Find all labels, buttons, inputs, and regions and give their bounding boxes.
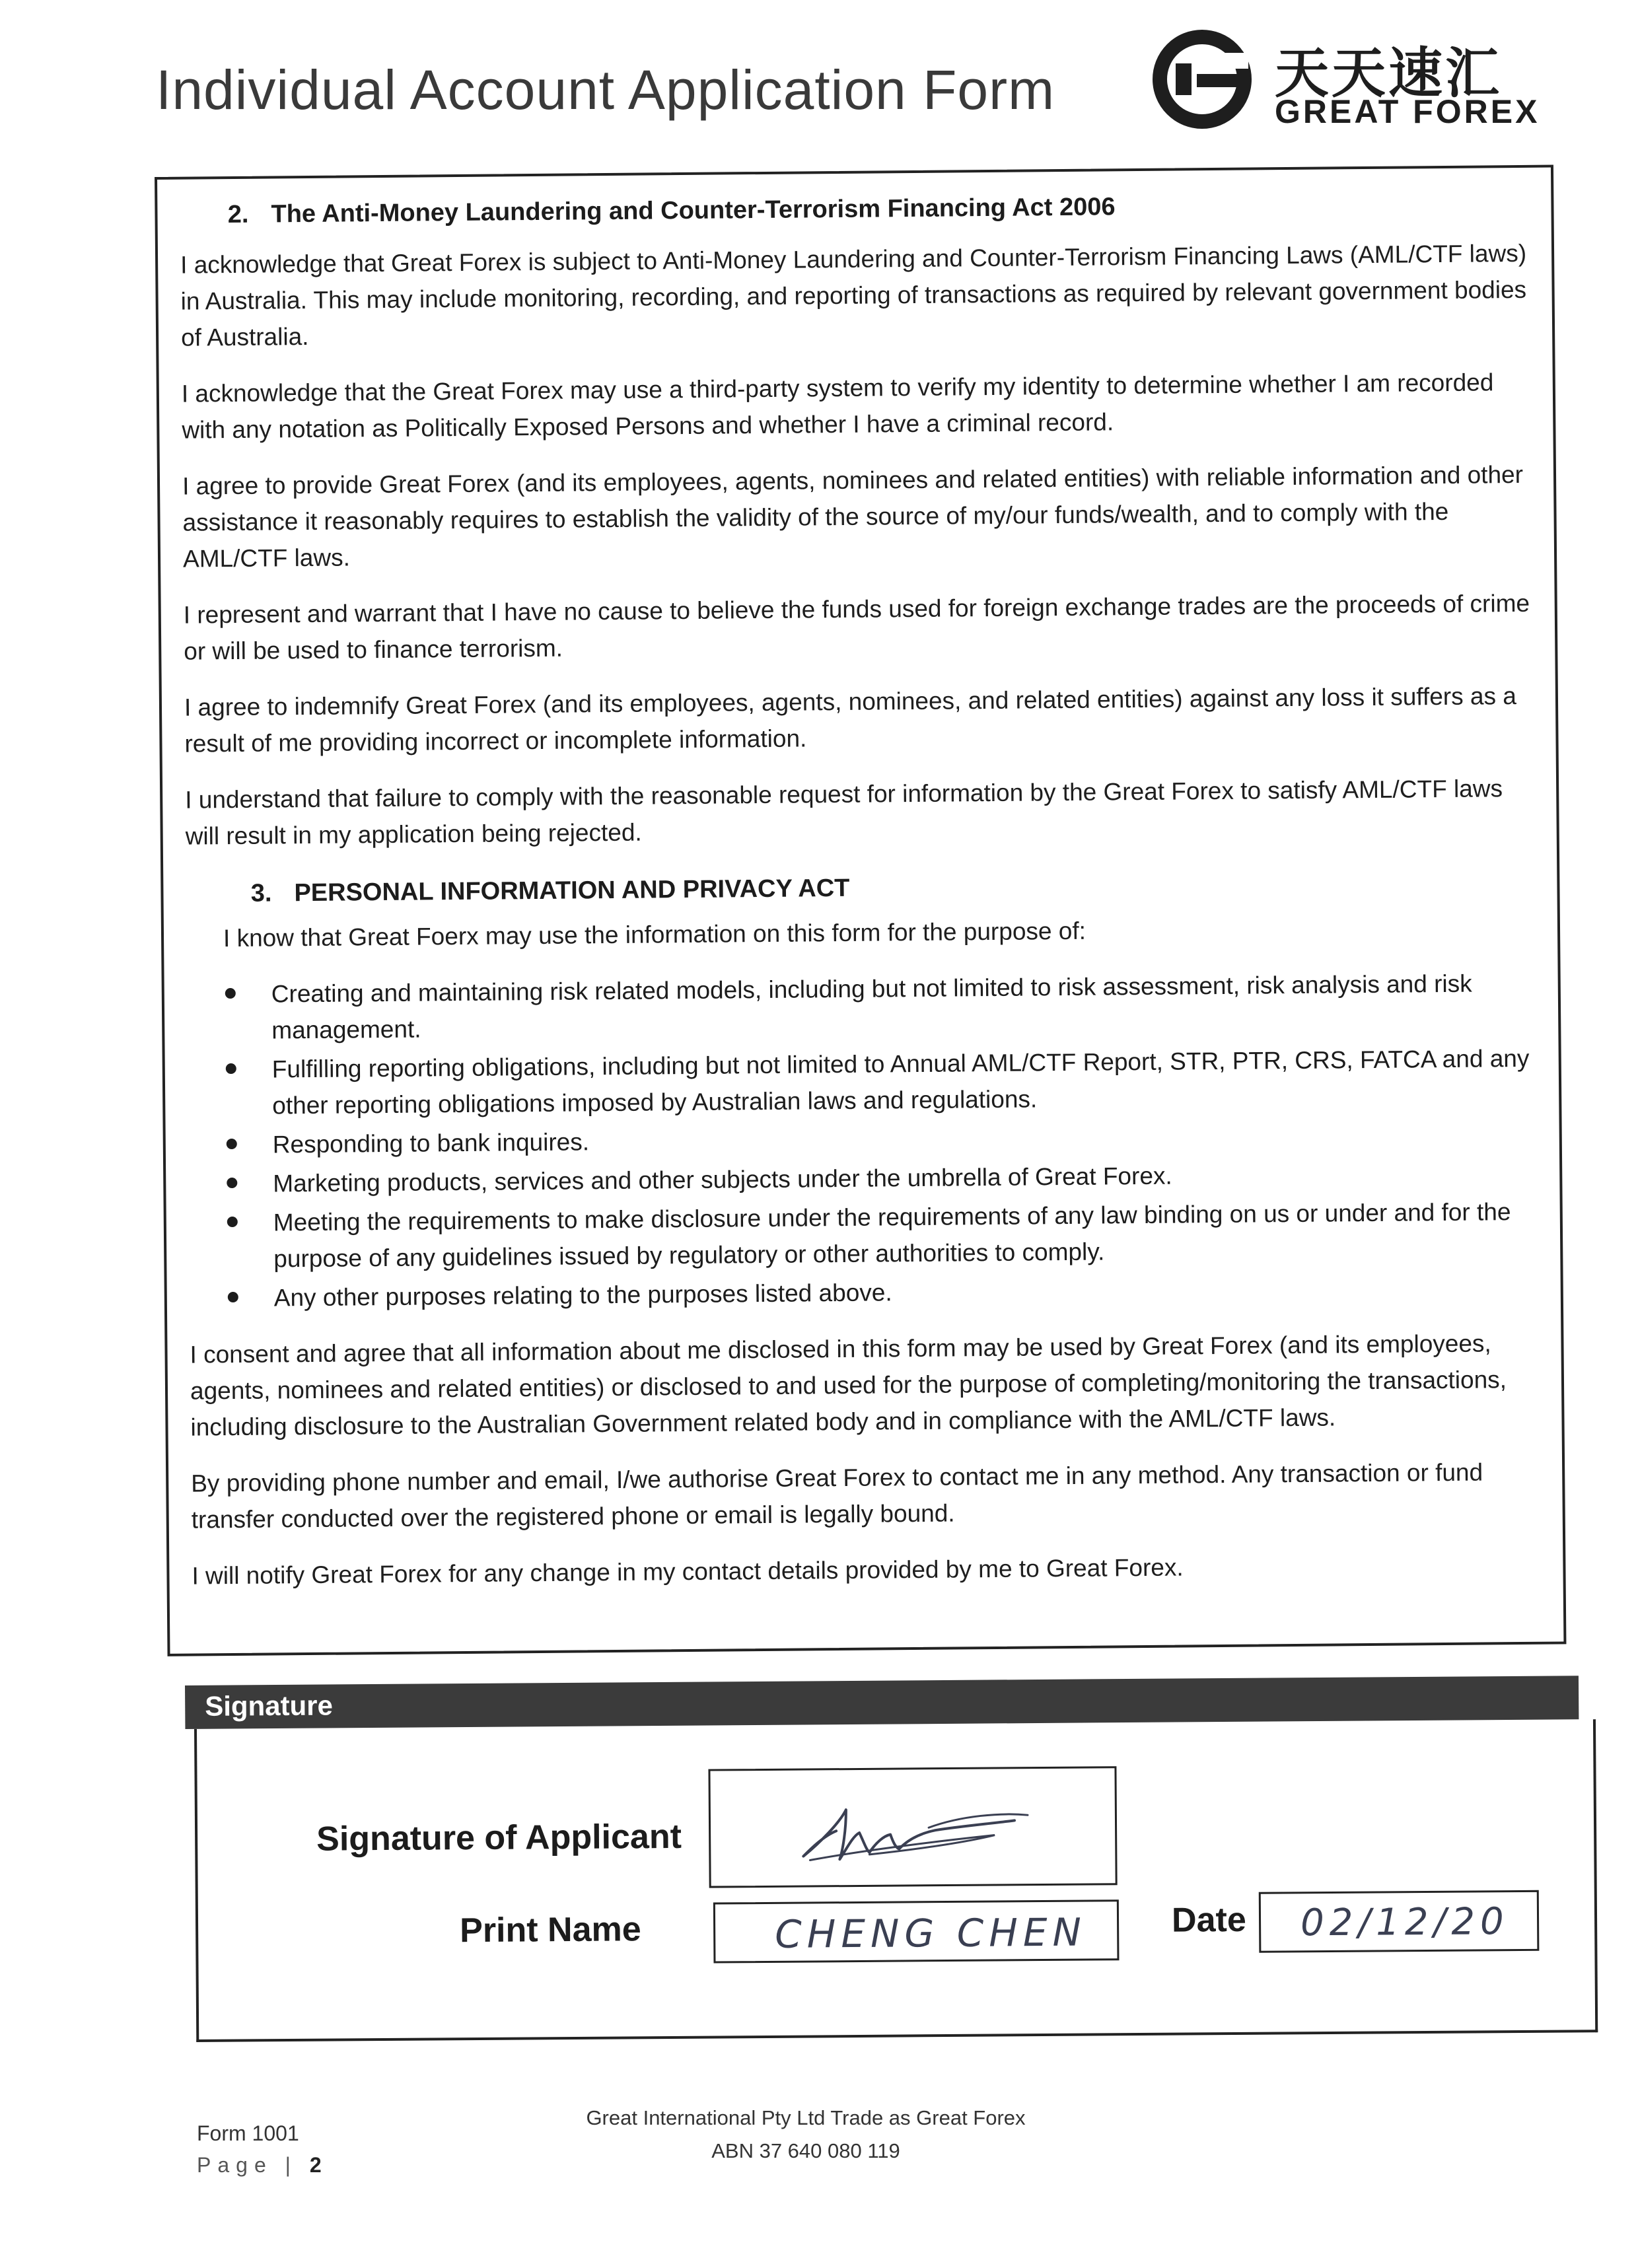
bullet-icon (228, 1292, 238, 1302)
purpose-list (224, 965, 1544, 1316)
bullet-icon (225, 988, 236, 999)
terms-box (155, 165, 1566, 1656)
section-3-number: 3. (250, 879, 272, 907)
privacy-intro: I know that Great Foerx may use the information on this form for the purpose of: (223, 917, 1086, 952)
aml-paragraph: I agree to indemnify Great Forex (and its employees, agents, nominees, and related entities) against any loss it suffers as a result of me providing incorrect or incomplete information. (184, 682, 1517, 758)
bullet-icon (226, 1063, 236, 1074)
page-word: Page (197, 2153, 273, 2177)
aml-paragraph: I acknowledge that the Great Forex may use a third-party system to verify my identity to determine whether I am recorded with any notation as Politically Exposed Persons and whether I have a criminal record. (181, 369, 1494, 444)
page-number: 2 (309, 2153, 322, 2177)
footer-form-info (197, 2117, 322, 2181)
print-name-value: CHENG CHEN (774, 1909, 1087, 1957)
section-2-title: The Anti-Money Laundering and Counter-Terrorism Financing Act 2006 (271, 193, 1116, 229)
great-forex-logo (1149, 26, 1540, 132)
list-item: Marketing products, services and other subjects under the umbrella of Great Forex. (225, 1154, 1542, 1202)
list-item: Creating and maintaining risk related models, including but not limited to risk assessment, risk analysis and risk management. (224, 965, 1542, 1049)
bullet-icon (227, 1178, 237, 1188)
date-field[interactable] (1259, 1890, 1540, 1953)
bullet-icon (227, 1139, 237, 1149)
footer-company-info (568, 2102, 1044, 2168)
page-title: Individual Account Application Form (156, 59, 1055, 121)
abn-line: ABN 37 640 080 119 (711, 2139, 900, 2162)
consent-paragraph: I consent and agree that all information about me disclosed in this form may be used by Great Forex (and its employees, agents, nominees and related entities) or disclosed to and used for the purpose of completing/monitoring the transactions, including disclosure to the Australian Government related body and in compliance with the AML/CTF laws. (190, 1329, 1507, 1441)
list-item: Fulfilling reporting obligations, including but not limited to Annual AML/CTF Report, STR, PTR, CRS, FATCA and any other reporting obligations imposed by Australian laws and regulations. (225, 1040, 1542, 1124)
list-item: Responding to bank inquires. (225, 1116, 1542, 1163)
signature-field[interactable] (708, 1766, 1117, 1888)
signature-of-applicant-label: Signature of Applicant (316, 1817, 682, 1859)
print-name-field[interactable] (713, 1899, 1120, 1963)
aml-paragraph: I acknowledge that Great Forex is subject to Anti-Money Laundering and Counter-Terrorism Financing Laws (AML/CTF laws) in Australia. This may include monitoring, recording, and reporting of transactions as required by relevant government bodies of Australia. (180, 239, 1527, 351)
notify-paragraph: I will notify Great Forex for any change in my contact details provided by me to Great Forex. (192, 1553, 1184, 1590)
date-value: 02/12/20 (1300, 1900, 1509, 1945)
company-line: Great International Pty Ltd Trade as Great Forex (586, 2106, 1026, 2129)
date-label: Date (1171, 1900, 1246, 1940)
logo-chinese-text: 天天速汇 (1275, 42, 1503, 105)
signature-box (194, 1719, 1598, 2042)
print-name-label: Print Name (459, 1910, 641, 1950)
section-3-title: PERSONAL INFORMATION AND PRIVACY ACT (294, 874, 850, 907)
contact-paragraph: By providing phone number and email, I/we authorise Great Forex to contact me in any method. Any transaction or fund transfer conducted over the registered phone or email is legally bound. (191, 1458, 1483, 1534)
bullet-icon (227, 1217, 238, 1227)
aml-paragraph: I represent and warrant that I have no cause to believe the funds used for foreign exchange trades are the proceeds of crime or will be used to finance terrorism. (183, 589, 1530, 665)
aml-paragraph: I agree to provide Great Forex (and its employees, agents, nominees and related entities) with reliable information and other assistance it reasonably requires to establish the validity of the source of my/our funds/wealth, and to comply with the AML/CTF laws. (182, 460, 1524, 573)
page-indicator: Page | 2 (197, 2153, 322, 2177)
list-item: Any other purposes relating to the purposes listed above. (227, 1269, 1544, 1316)
logo-english-text: GREAT FOREX (1275, 93, 1540, 130)
form-number: Form 1001 (197, 2121, 299, 2145)
signature-section-label: Signature (205, 1689, 334, 1722)
aml-paragraph: I understand that failure to comply with the reasonable request for information by the Great Forex to satisfy AML/CTF laws will result in my application being rejected. (185, 775, 1503, 850)
great-forex-logo-icon (1149, 26, 1255, 132)
section-3-heading (240, 863, 1540, 913)
list-item: Meeting the requirements to make disclosure under the requirements of any law binding on us or under and for the purpose of any guidelines issued by regulatory or other authorities to comply. (226, 1193, 1544, 1277)
section-2-number: 2. (227, 200, 249, 229)
handwritten-signature (710, 1768, 1115, 1886)
